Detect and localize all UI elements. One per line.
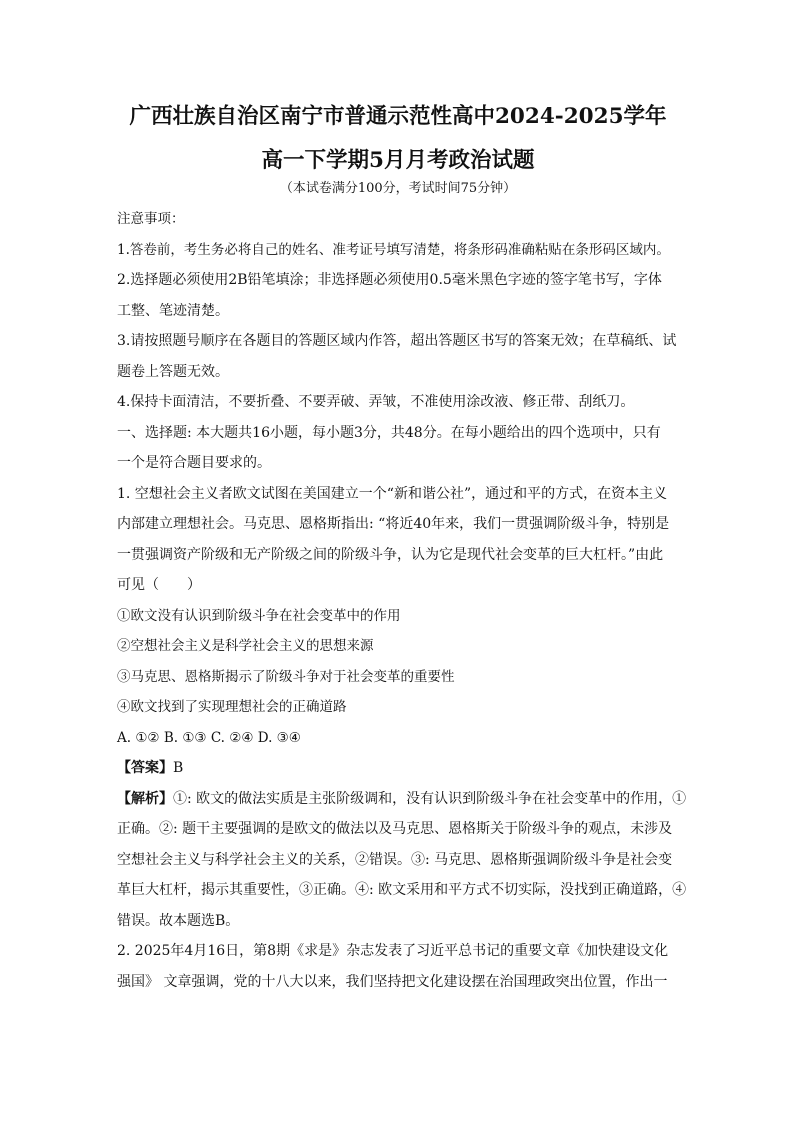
q1-option-4: ④欧文找到了实现理想社会的正确道路 [117, 699, 347, 715]
q1-analysis-line2: 正确。②: 题干主要强调的是欧文的做法以及马克思、恩格斯关于阶级斗争的观点，未涉及 [117, 821, 673, 837]
analysis-label: 【解析】 [117, 790, 173, 807]
answer-label: 【答案】 [117, 760, 173, 776]
exam-page [117, 96, 687, 997]
notice-item-4: 4.保持卡面清洁，不要折叠、不要弄破、弄皱，不准使用涂改液、修正带、刮纸刀。 [117, 394, 635, 410]
q1-stem-line3: 一贯强调资产阶级和无产阶级之间的阶级斗争，认为它是现代社会变革的巨大杠杆。”由此 [117, 546, 664, 563]
notice-item-3-line2: 题卷上答题无效。 [117, 363, 229, 380]
notice-item-3-line1: 3.请按照题号顺序在各题目的答题区域内作答，超出答题区书写的答案无效；在草稿纸、试 [117, 333, 677, 349]
section1-line2: 一个是符合题目要求的。 [117, 455, 271, 471]
q1-stem-line4: 可见（ ） [117, 577, 201, 593]
q1-option-1: ①欧文没有认识到阶级斗争在社会变革中的作用 [117, 607, 401, 624]
notice-item-2-line2: 工整、笔迹清楚。 [117, 302, 229, 319]
q1-answer [117, 753, 679, 784]
q1-option-2: ②空想社会主义是科学社会主义的思想来源 [117, 638, 374, 654]
notice-heading: 注意事项： [117, 211, 185, 227]
q1-option-3: ③马克思、恩格斯揭示了阶级斗争对于社会变革的重要性 [117, 668, 455, 685]
notice-item-1: 1.答卷前，考生务必将自己的姓名、准考证号填写清楚，将条形码准确粘贴在条形码区域内。 [117, 241, 670, 258]
analysis-text-line1: ①: 欧文的做法实质是主张阶级调和，没有认识到阶级斗争在社会变革中的作用，① [173, 790, 687, 807]
q2-stem-line2: 强国》 文章强调，党的十八大以来，我们坚持把文化建设摆在治国理政突出位置，作出一 [117, 973, 668, 990]
q1-analysis-line4: 革巨大杠杆，揭示其重要性，③正确。④: 欧文采用和平方式不切实际，没找到正确道路，④ [117, 882, 687, 898]
q1-analysis-line5: 错误。故本题选B。 [117, 912, 240, 929]
answer-value: B [173, 760, 184, 776]
q1-analysis-line1 [117, 784, 687, 815]
section1-line1: 一、选择题: 本大题共16小题，每小题3分，共48分。在每小题给出的四个选项中，只有 [117, 424, 661, 441]
q1-choices: A. ①② B. ①③ C. ②④ D. ③④ [117, 729, 301, 746]
exam-body [117, 204, 687, 997]
exam-title-line1: 广西壮族自治区南宁市普通示范性高中2024-2025学年 [129, 104, 667, 129]
exam-subtitle: （本试卷满分100分，考试时间75分钟） [279, 181, 517, 196]
exam-title-line2: 高一下学期5月月考政治试题 [261, 148, 535, 173]
q2-stem-line1: 2. 2025年4月16日，第8期《求是》杂志发表了习近平总书记的重要文章《加快建设文化 [117, 943, 669, 959]
q1-analysis-line3: 空想社会主义与科学社会主义的关系，②错误。③: 马克思、恩格斯强调阶级斗争是社会变 [117, 851, 673, 868]
notice-item-2-line1: 2.选择题必须使用2B铅笔填涂；非选择题必须使用0.5毫米黑色字迹的签字笔书写，字体 [117, 272, 662, 288]
q1-stem-line2: 内部建立理想社会。马克思、恩格斯指出: “将近40年来，我们一贯强调阶级斗争，特别是 [117, 516, 670, 532]
q1-stem-line1: 1. 空想社会主义者欧文试图在美国建立一个“新和谐公社”，通过和平的方式，在资本主义 [117, 485, 668, 502]
